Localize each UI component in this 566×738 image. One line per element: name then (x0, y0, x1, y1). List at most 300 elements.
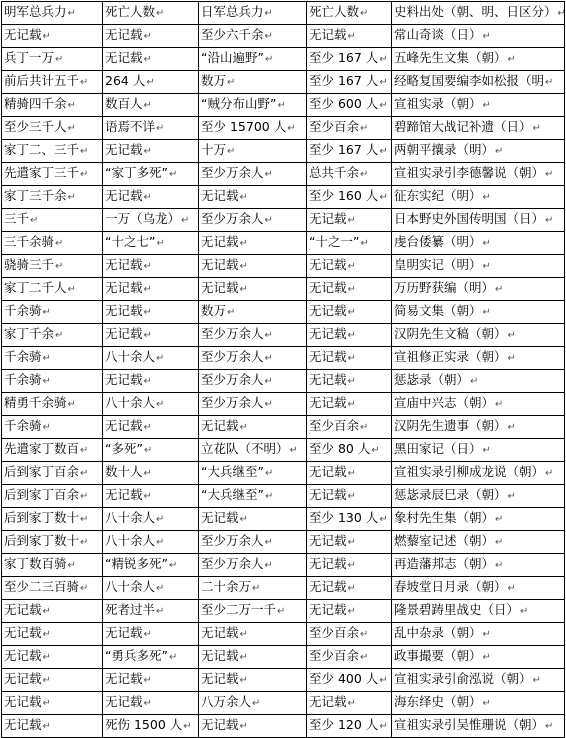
table-row (2, 692, 565, 715)
paragraph-mark-icon: ↵ (371, 445, 380, 456)
cell-text: 无记载 (309, 303, 347, 318)
cell-text: 三千余骑 (4, 234, 55, 249)
paragraph-mark-icon: ↵ (507, 583, 516, 594)
paragraph-mark-icon: ↵ (30, 215, 39, 226)
paragraph-mark-icon: ↵ (264, 8, 273, 19)
cell-ming-troops (2, 209, 103, 232)
cell-ming-troops (2, 393, 103, 416)
paragraph-mark-icon: ↵ (227, 307, 236, 318)
paragraph-mark-icon: ↵ (67, 192, 76, 203)
paragraph-mark-icon: ↵ (80, 583, 89, 594)
table-row (2, 669, 565, 692)
cell-text: 无记载 (105, 303, 143, 318)
cell-japan-deaths (307, 439, 392, 462)
cell-text: 语焉不详 (105, 119, 156, 134)
cell-text: 至少百余 (309, 648, 360, 663)
table-row (2, 25, 565, 48)
cell-text: 千余骑 (4, 372, 42, 387)
paragraph-mark-icon: ↵ (264, 54, 274, 65)
paragraph-mark-icon: ↵ (532, 675, 541, 686)
table-row (2, 554, 565, 577)
cell-text: 家丁千余 (4, 326, 55, 341)
cell-text: 明军总兵力 (4, 4, 67, 19)
paragraph-mark-icon: ↵ (143, 284, 152, 295)
paragraph-mark-icon: ↵ (80, 468, 89, 479)
paragraph-mark-icon: ↵ (495, 284, 504, 295)
paragraph-mark-icon: ↵ (379, 514, 388, 525)
paragraph-mark-icon: ↵ (156, 606, 165, 617)
cell-text: 至少万余人 (201, 533, 264, 548)
cell-ming-deaths (103, 232, 199, 255)
paragraph-mark-icon: ↵ (227, 146, 236, 157)
cell-japan-troops (199, 186, 307, 209)
paragraph-mark-icon: ↵ (360, 652, 369, 663)
cell-source (392, 439, 565, 462)
cell-ming-deaths (103, 209, 199, 232)
cell-text: 五峰先生文集（朝） (394, 50, 507, 65)
cell-source (392, 163, 565, 186)
cell-text: “贼分布山野” (201, 96, 277, 111)
cell-text: 八十余人 (105, 579, 156, 594)
paragraph-mark-icon: ↵ (67, 284, 76, 295)
paragraph-mark-icon: ↵ (360, 169, 369, 180)
paragraph-mark-icon: ↵ (239, 514, 248, 525)
paragraph-mark-icon: ↵ (347, 606, 356, 617)
cell-japan-troops (199, 117, 307, 140)
cell-text: 无记载 (309, 533, 347, 548)
cell-text: 无记载 (309, 211, 347, 226)
cell-text: 千余骑 (4, 349, 42, 364)
cell-text: 日军总兵力 (201, 4, 264, 19)
cell-text: 至少二三百骑 (4, 579, 80, 594)
cell-japan-troops (199, 692, 307, 715)
cell-text: 象村先生集（朝） (394, 510, 495, 525)
cell-source (392, 232, 565, 255)
cell-ming-troops (2, 485, 103, 508)
cell-japan-deaths (307, 393, 392, 416)
cell-text: 无记载 (105, 257, 143, 272)
paragraph-mark-icon: ↵ (42, 721, 51, 732)
paragraph-mark-icon: ↵ (277, 100, 286, 111)
paragraph-mark-icon: ↵ (42, 629, 51, 640)
paragraph-mark-icon: ↵ (55, 261, 64, 272)
cell-ming-troops (2, 508, 103, 531)
cell-text: “十之一” (309, 234, 360, 249)
cell-japan-troops (199, 301, 307, 324)
cell-ming-troops (2, 324, 103, 347)
cell-japan-deaths (307, 301, 392, 324)
paragraph-mark-icon: ↵ (545, 77, 554, 88)
cell-text: 死亡人数 (309, 4, 360, 19)
paragraph-mark-icon: ↵ (227, 77, 236, 88)
paragraph-mark-icon: ↵ (379, 146, 388, 157)
cell-ming-troops (2, 48, 103, 71)
cell-text: “勇兵多死” (105, 648, 168, 663)
cell-text: 千余骑 (4, 303, 42, 318)
cell-text: 二十余万 (201, 579, 252, 594)
cell-ming-deaths (103, 255, 199, 278)
cell-text: 先遣家丁三千 (4, 165, 80, 180)
cell-text: 至少百余 (309, 119, 360, 134)
cell-japan-troops (199, 646, 307, 669)
cell-ming-deaths (103, 347, 199, 370)
table-row (2, 439, 565, 462)
cell-text: 再造藩邦志（朝） (394, 556, 495, 571)
cell-text: 总共千余 (309, 165, 360, 180)
cell-ming-deaths (103, 301, 199, 324)
table-row (2, 508, 565, 531)
cell-japan-troops (199, 416, 307, 439)
cell-japan-deaths (307, 531, 392, 554)
paragraph-mark-icon: ↵ (264, 399, 273, 410)
table-row (2, 48, 565, 71)
cell-japan-troops (199, 554, 307, 577)
cell-text: 无记载 (105, 188, 143, 203)
paragraph-mark-icon: ↵ (557, 8, 566, 19)
paragraph-mark-icon: ↵ (67, 560, 76, 571)
cell-japan-troops (199, 94, 307, 117)
cell-japan-deaths (307, 462, 392, 485)
cell-japan-troops (199, 48, 307, 71)
cell-ming-deaths (103, 278, 199, 301)
paragraph-mark-icon: ↵ (239, 284, 248, 295)
paragraph-mark-icon: ↵ (143, 675, 152, 686)
header-cell-ming-deaths (103, 2, 199, 25)
cell-source (392, 692, 565, 715)
cell-japan-deaths (307, 71, 392, 94)
cell-text: 后到家丁百余 (4, 487, 80, 502)
cell-text: 数百人 (105, 96, 143, 111)
cell-text: 无记载 (105, 280, 143, 295)
paragraph-mark-icon: ↵ (264, 169, 273, 180)
paragraph-mark-icon: ↵ (42, 422, 51, 433)
header-cell-source (392, 2, 565, 25)
paragraph-mark-icon: ↵ (143, 376, 152, 387)
table-row (2, 301, 565, 324)
paragraph-mark-icon: ↵ (470, 376, 479, 387)
cell-text: 至少 167 人 (309, 50, 379, 65)
paragraph-mark-icon: ↵ (347, 307, 356, 318)
cell-source (392, 140, 565, 163)
table-row (2, 485, 565, 508)
cell-japan-deaths (307, 508, 392, 531)
paragraph-mark-icon: ↵ (507, 54, 516, 65)
cell-text: “十之七” (105, 234, 156, 249)
cell-japan-troops (199, 669, 307, 692)
cell-text: 无记载 (309, 257, 347, 272)
cell-ming-troops (2, 416, 103, 439)
cell-text: 宣祖修正实录（朝） (394, 349, 507, 364)
paragraph-mark-icon: ↵ (168, 560, 178, 571)
cell-source (392, 485, 565, 508)
paragraph-mark-icon: ↵ (80, 537, 89, 548)
cell-text: 无记载 (105, 50, 143, 65)
cell-text: 隆景碧踌里战史（日） (394, 602, 520, 617)
cell-text: 精勇千余骑 (4, 395, 67, 410)
table-row (2, 646, 565, 669)
paragraph-mark-icon: ↵ (143, 698, 152, 709)
paragraph-mark-icon: ↵ (156, 583, 165, 594)
cell-japan-deaths (307, 140, 392, 163)
cell-japan-deaths (307, 255, 392, 278)
paragraph-mark-icon: ↵ (545, 721, 554, 732)
paragraph-mark-icon: ↵ (379, 192, 388, 203)
paragraph-mark-icon: ↵ (495, 146, 504, 157)
paragraph-mark-icon: ↵ (264, 560, 273, 571)
cell-text: 惩毖录（朝） (394, 372, 470, 387)
cell-text: 三千 (4, 211, 30, 226)
cell-text: 无记载 (201, 671, 239, 686)
paragraph-mark-icon: ↵ (264, 468, 274, 479)
cell-japan-troops (199, 508, 307, 531)
table-row (2, 186, 565, 209)
cell-ming-deaths (103, 393, 199, 416)
cell-text: 无记载 (4, 27, 42, 42)
cell-text: 燃藜室记述（朝） (394, 533, 495, 548)
cell-ming-troops (2, 600, 103, 623)
cell-ming-troops (2, 577, 103, 600)
cell-text: 后到家丁百余 (4, 464, 80, 479)
cell-source (392, 48, 565, 71)
table-row (2, 393, 565, 416)
paragraph-mark-icon: ↵ (42, 652, 51, 663)
paragraph-mark-icon: ↵ (143, 491, 152, 502)
cell-japan-deaths (307, 278, 392, 301)
cell-japan-deaths (307, 370, 392, 393)
paragraph-mark-icon: ↵ (347, 31, 356, 42)
cell-source (392, 393, 565, 416)
cell-text: 至少万余人 (201, 211, 264, 226)
cell-source (392, 186, 565, 209)
cell-ming-troops (2, 669, 103, 692)
cell-text: 无记载 (201, 648, 239, 663)
cell-text: 八万余人 (201, 694, 252, 709)
paragraph-mark-icon: ↵ (181, 215, 190, 226)
cell-text: 至少万余人 (201, 395, 264, 410)
cell-text: 无记载 (309, 487, 347, 502)
paragraph-mark-icon: ↵ (252, 583, 261, 594)
cell-text: 无记载 (201, 717, 239, 732)
cell-japan-troops (199, 370, 307, 393)
paragraph-mark-icon: ↵ (80, 146, 89, 157)
cell-text: 无记载 (309, 395, 347, 410)
header-cell-ming-troops (2, 2, 103, 25)
cell-text: 数万 (201, 73, 227, 88)
cell-source (392, 347, 565, 370)
cell-text: 无记载 (105, 142, 143, 157)
table-row (2, 117, 565, 140)
cell-ming-troops (2, 301, 103, 324)
cell-text: 无记载 (201, 234, 239, 249)
cell-text: 至少 15700 人 (201, 119, 287, 134)
paragraph-mark-icon: ↵ (80, 491, 89, 502)
table-row (2, 531, 565, 554)
cell-text: 死亡人数 (105, 4, 156, 19)
cell-text: 无记载 (4, 602, 42, 617)
cell-text: 征东实纪（明） (394, 188, 482, 203)
cell-ming-troops (2, 692, 103, 715)
cell-text: 无记载 (4, 648, 42, 663)
cell-ming-troops (2, 370, 103, 393)
cell-source (392, 462, 565, 485)
cell-text: 先遣家丁数百 (4, 441, 80, 456)
cell-japan-deaths (307, 623, 392, 646)
paragraph-mark-icon: ↵ (143, 468, 152, 479)
cell-text: 无记载 (105, 694, 143, 709)
paragraph-mark-icon: ↵ (143, 445, 153, 456)
cell-text: 无记载 (201, 510, 239, 525)
cell-source (392, 324, 565, 347)
paragraph-mark-icon: ↵ (264, 537, 273, 548)
cell-text: 至少万余人 (201, 372, 264, 387)
cell-text: 数十人 (105, 464, 143, 479)
cell-text: “大兵继至” (201, 464, 264, 479)
paragraph-mark-icon: ↵ (156, 537, 165, 548)
paragraph-mark-icon: ↵ (55, 330, 64, 341)
paragraph-mark-icon: ↵ (55, 238, 64, 249)
paragraph-mark-icon: ↵ (277, 606, 286, 617)
cell-text: 无记载 (105, 27, 143, 42)
cell-text: 史料出处（朝、明、日区分） (394, 4, 557, 19)
cell-japan-troops (199, 531, 307, 554)
cell-text: 宣祖实录引李德馨说（朝） (394, 165, 545, 180)
paragraph-mark-icon: ↵ (239, 721, 248, 732)
paragraph-mark-icon: ↵ (143, 307, 152, 318)
cell-text: 乱中杂录（朝） (394, 625, 482, 640)
cell-source (392, 646, 565, 669)
cell-japan-troops (199, 278, 307, 301)
header-cell-japan-troops (199, 2, 307, 25)
cell-text: 八十余人 (105, 510, 156, 525)
paragraph-mark-icon: ↵ (347, 560, 356, 571)
paragraph-mark-icon: ↵ (347, 698, 356, 709)
cell-text: 至少百余 (309, 418, 360, 433)
cell-ming-troops (2, 140, 103, 163)
cell-japan-troops (199, 462, 307, 485)
cell-japan-deaths (307, 416, 392, 439)
cell-japan-deaths (307, 347, 392, 370)
paragraph-mark-icon: ↵ (482, 629, 491, 640)
cell-text: 至少百余 (309, 625, 360, 640)
cell-ming-deaths (103, 117, 199, 140)
table-row (2, 255, 565, 278)
cell-text: 皇明实记（明） (394, 257, 482, 272)
paragraph-mark-icon: ↵ (482, 192, 491, 203)
cell-japan-troops (199, 600, 307, 623)
cell-text: 骁骑三千 (4, 257, 55, 272)
cell-source (392, 508, 565, 531)
table-row (2, 232, 565, 255)
table-row (2, 347, 565, 370)
paragraph-mark-icon: ↵ (156, 123, 165, 134)
cell-japan-troops (199, 71, 307, 94)
paragraph-mark-icon: ↵ (239, 422, 248, 433)
cell-text: 汉阴先生文稿（朝） (394, 326, 507, 341)
paragraph-mark-icon: ↵ (143, 54, 152, 65)
paragraph-mark-icon: ↵ (143, 31, 152, 42)
paragraph-mark-icon: ↵ (239, 261, 248, 272)
paragraph-mark-icon: ↵ (143, 629, 152, 640)
cell-japan-deaths (307, 324, 392, 347)
table-row (2, 623, 565, 646)
cell-text: “家丁多死” (105, 165, 168, 180)
paragraph-mark-icon: ↵ (156, 514, 165, 525)
paragraph-mark-icon: ↵ (80, 77, 89, 88)
cell-ming-deaths (103, 140, 199, 163)
cell-japan-troops (199, 140, 307, 163)
cell-text: 无记载 (201, 418, 239, 433)
table-row (2, 94, 565, 117)
cell-ming-troops (2, 623, 103, 646)
cell-text: 后到家丁数十 (4, 533, 80, 548)
cell-text: 至少万余人 (201, 556, 264, 571)
table-row (2, 324, 565, 347)
cell-japan-troops (199, 485, 307, 508)
table-row (2, 209, 565, 232)
cell-text: 八十余人 (105, 533, 156, 548)
cell-source (392, 715, 565, 738)
cell-japan-deaths (307, 117, 392, 140)
cell-japan-deaths (307, 646, 392, 669)
paragraph-mark-icon: ↵ (156, 238, 165, 249)
cell-text: “精锐多死” (105, 556, 168, 571)
cell-japan-troops (199, 347, 307, 370)
cell-ming-troops (2, 117, 103, 140)
cell-japan-troops (199, 715, 307, 738)
paragraph-mark-icon: ↵ (482, 698, 491, 709)
paragraph-mark-icon: ↵ (287, 123, 296, 134)
cell-ming-deaths (103, 554, 199, 577)
cell-japan-troops (199, 393, 307, 416)
paragraph-mark-icon: ↵ (379, 54, 388, 65)
cell-text: 无记载 (4, 717, 42, 732)
cell-source (392, 531, 565, 554)
cell-text: 千余骑 (4, 418, 42, 433)
paragraph-mark-icon: ↵ (289, 445, 298, 456)
paragraph-mark-icon: ↵ (42, 606, 51, 617)
paragraph-mark-icon: ↵ (264, 353, 273, 364)
cell-ming-deaths (103, 416, 199, 439)
cell-source (392, 623, 565, 646)
paragraph-mark-icon: ↵ (482, 445, 491, 456)
paragraph-mark-icon: ↵ (42, 31, 51, 42)
paragraph-mark-icon: ↵ (168, 652, 178, 663)
cell-ming-troops (2, 186, 103, 209)
table-row (2, 577, 565, 600)
paragraph-mark-icon: ↵ (156, 353, 165, 364)
cell-text: 264 人 (105, 73, 146, 88)
cell-text: 至少万余人 (201, 165, 264, 180)
paragraph-mark-icon: ↵ (264, 215, 273, 226)
paragraph-mark-icon: ↵ (239, 192, 248, 203)
paragraph-mark-icon: ↵ (55, 54, 64, 65)
table-row (2, 462, 565, 485)
cell-ming-deaths (103, 600, 199, 623)
cell-ming-troops (2, 94, 103, 117)
paragraph-mark-icon: ↵ (495, 560, 504, 571)
paragraph-mark-icon: ↵ (264, 330, 273, 341)
cell-ming-troops (2, 278, 103, 301)
paragraph-mark-icon: ↵ (482, 261, 491, 272)
cell-text: 无记载 (201, 280, 239, 295)
paragraph-mark-icon: ↵ (80, 445, 89, 456)
cell-text: 无记载 (309, 464, 347, 479)
cell-text: 立花队（不明） (201, 441, 289, 456)
cell-text: 无记载 (309, 349, 347, 364)
paragraph-mark-icon: ↵ (239, 629, 248, 640)
paragraph-mark-icon: ↵ (360, 8, 369, 19)
cell-ming-troops (2, 715, 103, 738)
